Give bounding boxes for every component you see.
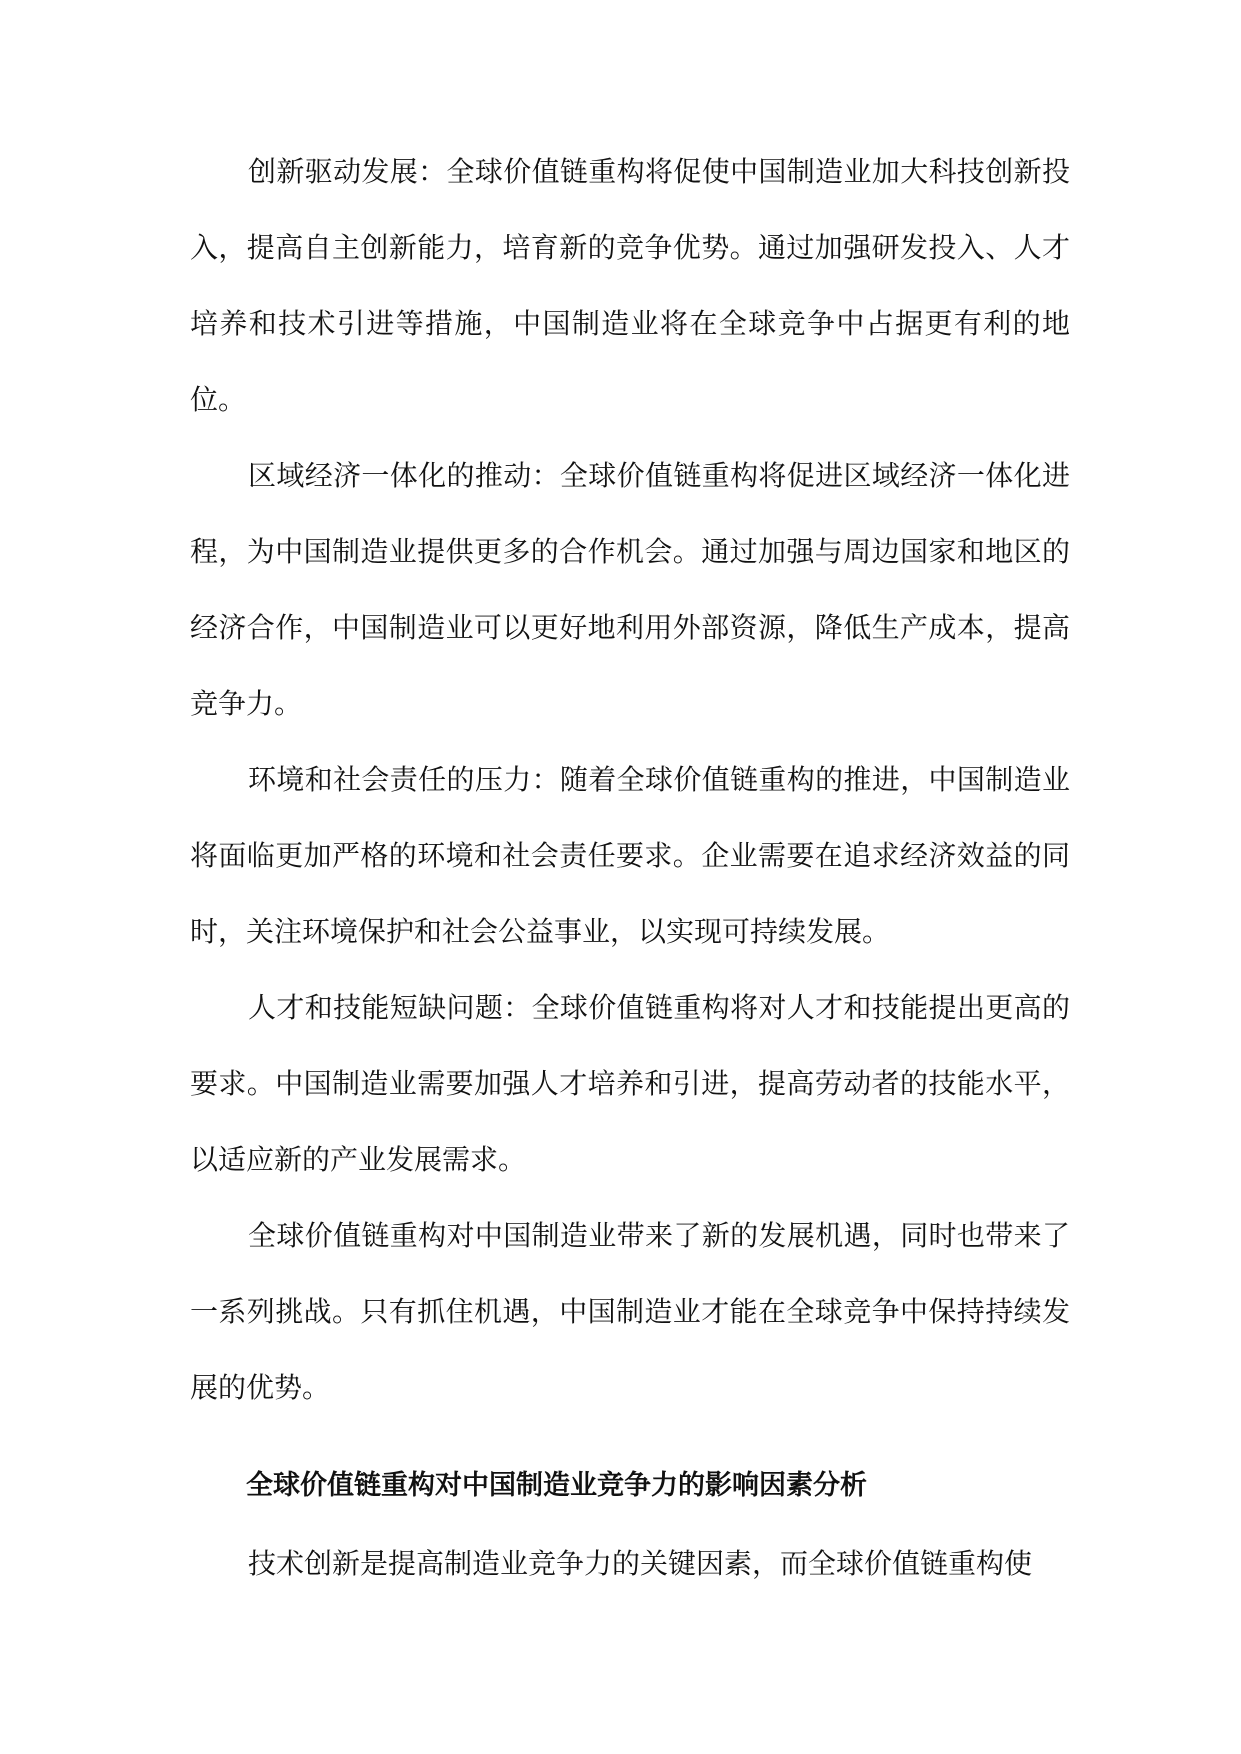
paragraph-innovation-driven: 创新驱动发展：全球价值链重构将促使中国制造业加大科技创新投入，提高自主创新能力，培育新的竞争优势。通过加强研发投入、人才培养和技术引进等措施，中国制造业将在全球竞争中占据更有利的地位。 <box>190 155 1070 416</box>
paragraph-environmental-responsibility: 环境和社会责任的压力：随着全球价值链重构的推进，中国制造业将面临更加严格的环境和社会责任要求。企业需要在追求经济效益的同时，关注环境保护和社会公益事业，以实现可持续发展。 <box>190 763 1070 948</box>
paragraph-technology-innovation: 技术创新是提高制造业竞争力的关键因素，而全球价值链重构使 <box>248 1547 1033 1580</box>
section-heading: 全球价值链重构对中国制造业竞争力的影响因素分析 <box>246 1470 867 1501</box>
paragraph-summary: 全球价值链重构对中国制造业带来了新的发展机遇，同时也带来了一系列挑战。只有抓住机遇，中国制造业才能在全球竞争中保持持续发展的优势。 <box>190 1219 1070 1404</box>
paragraph-regional-integration: 区域经济一体化的推动：全球价值链重构将促进区域经济一体化进程，为中国制造业提供更多的合作机会。通过加强与周边国家和地区的经济合作，中国制造业可以更好地利用外部资源，降低生产成本，提高竞争力。 <box>190 459 1070 720</box>
paragraph-talent-shortage: 人才和技能短缺问题：全球价值链重构将对人才和技能提出更高的要求。中国制造业需要加强人才培养和引进，提高劳动者的技能水平，以适应新的产业发展需求。 <box>190 991 1070 1176</box>
